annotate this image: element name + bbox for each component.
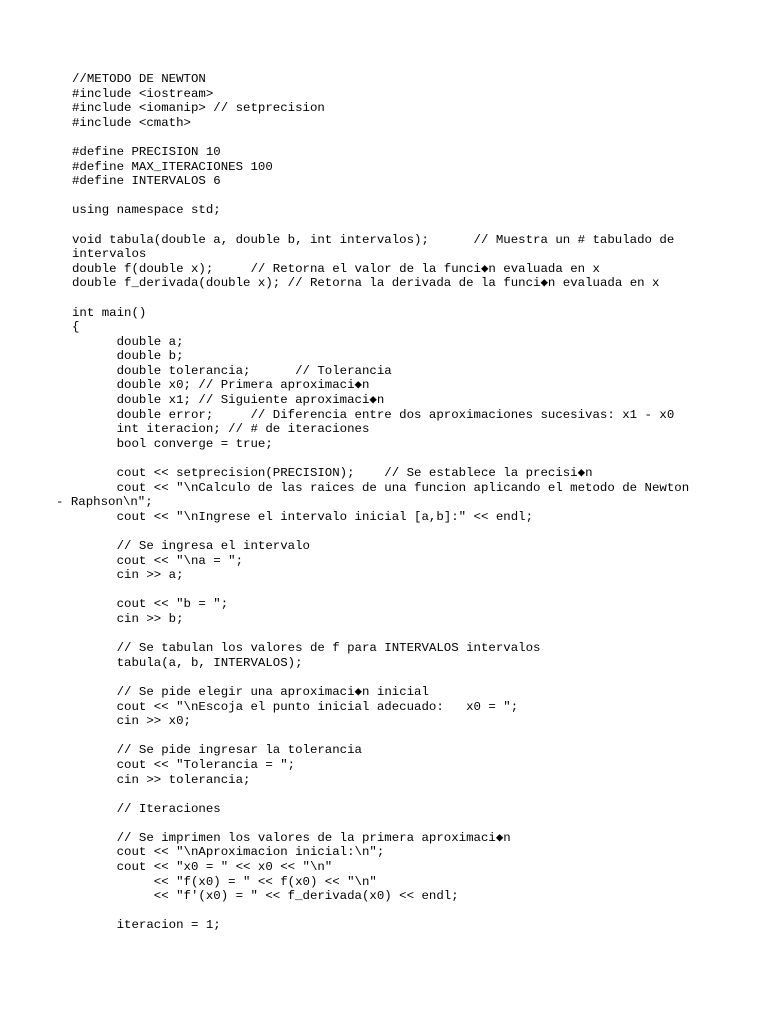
code-line: cout << "x0 = " << x0 << "\n" [72, 860, 333, 875]
source-code-block [56, 72, 732, 933]
code-line: << "f'(x0) = " << f_derivada(x0) << endl; [72, 889, 459, 904]
code-line [72, 787, 732, 802]
code-line: cout << "\nEscoja el punto inicial adecuado: x0 = "; [72, 699, 519, 714]
code-line: double b; [72, 349, 184, 364]
code-line: //METODO DE NEWTON [72, 72, 206, 86]
code-line: cin >> a; [72, 568, 184, 583]
code-line: // Se pide elegir una aproximaci◆n inicial [72, 684, 429, 699]
code-line: void tabula(double a, double b, int intervalos); // Muestra un # tabulado de [72, 232, 675, 247]
code-line: cin >> b; [72, 611, 184, 626]
code-line [72, 291, 732, 306]
code-line: cout << "\na = "; [72, 553, 244, 568]
code-line: iteracion = 1; [72, 918, 221, 933]
code-line: // Se imprimen los valores de la primera aproximaci◆n [72, 830, 511, 845]
code-line: bool converge = true; [72, 436, 273, 451]
code-line [72, 189, 732, 204]
code-line: { [72, 320, 80, 335]
code-line: cout << "\nAproximacion inicial:\n"; [72, 845, 385, 860]
code-line [72, 524, 732, 539]
code-line: #define MAX_ITERACIONES 100 [72, 159, 273, 174]
code-line: << "f(x0) = " << f(x0) << "\n" [72, 874, 377, 889]
code-line: cout << "\nIngrese el intervalo inicial [a,b]:" << endl; [72, 509, 534, 524]
code-line [72, 670, 732, 685]
code-line: double tolerancia; // Tolerancia [72, 363, 392, 378]
code-line: #include <cmath> [72, 115, 191, 130]
code-line: using namespace std; [72, 203, 221, 218]
code-line: - Raphson\n"; [56, 495, 153, 510]
code-line: // Se ingresa el intervalo [72, 539, 310, 553]
code-line: double error; // Diferencia entre dos aproximaciones sucesivas: x1 - x0 [72, 407, 675, 422]
code-line: cout << "Tolerancia = "; [72, 757, 296, 772]
code-line: #define PRECISION 10 [72, 144, 221, 159]
code-line: #define INTERVALOS 6 [72, 174, 221, 189]
code-line [72, 816, 732, 831]
code-line: int iteracion; // # de iteraciones [72, 422, 370, 437]
code-line: double f_derivada(double x); // Retorna la derivada de la funci◆n evaluada en x [72, 276, 660, 291]
code-line [72, 729, 732, 744]
code-line: tabula(a, b, INTERVALOS); [72, 655, 303, 670]
code-line: cout << "b = "; [72, 597, 229, 612]
code-line [72, 627, 732, 642]
code-line [72, 451, 732, 466]
code-line: cout << setprecision(PRECISION); // Se establece la precisi◆n [72, 466, 593, 481]
code-line: double a; [72, 334, 184, 349]
code-line: // Se pide ingresar la tolerancia [72, 743, 362, 758]
code-line: cin >> tolerancia; [72, 772, 251, 787]
code-line [72, 218, 732, 233]
code-line: // Iteraciones [72, 801, 221, 816]
code-line: double f(double x); // Retorna el valor de la funci◆n evaluada en x [72, 261, 600, 276]
code-line [72, 904, 732, 919]
code-line [72, 130, 732, 145]
code-line: double x0; // Primera aproximaci◆n [72, 378, 370, 393]
code-line: // Se tabulan los valores de f para INTERVALOS intervalos [72, 641, 541, 656]
code-line: #include <iostream> [72, 86, 214, 101]
code-line: cout << "\nCalculo de las raices de una funcion aplicando el metodo de Newton [72, 480, 690, 495]
code-line: double x1; // Siguiente aproximaci◆n [72, 393, 385, 408]
code-line: cin >> x0; [72, 714, 191, 729]
code-line: intervalos [72, 247, 147, 262]
code-line: #include <iomanip> // setprecision [72, 101, 325, 116]
code-line [72, 583, 732, 598]
code-line: int main() [72, 305, 147, 320]
